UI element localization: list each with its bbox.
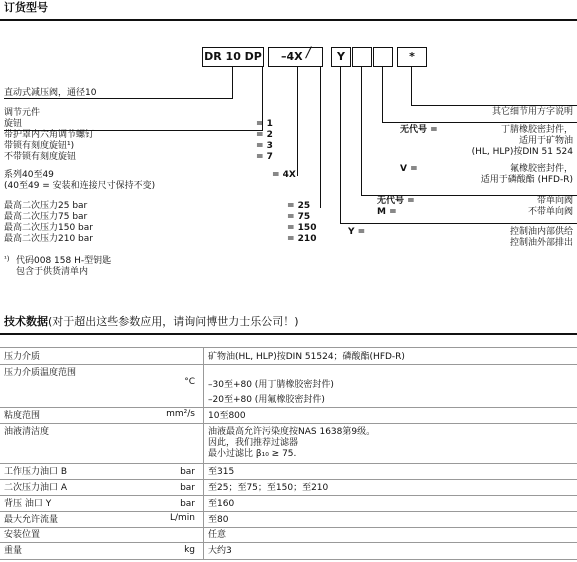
conn-check [361,67,362,195]
code-box-y: Y [331,47,351,67]
tech-row-value: 最小过滤比 β₁₀ ≥ 75. [208,449,297,459]
row-divider [0,463,577,464]
code-box-other: * [397,47,427,67]
adjust-item-code: = 2 [256,130,273,140]
tech-row-unit: bar [180,483,195,493]
tech-row-value: 矿物油(HL, HLP)按DIN 51524；磷酸酯(HFD-R) [208,352,405,362]
code-box-type: DR 10 DP [202,47,264,67]
series-line1: 系列40至49 [4,170,54,180]
code-box-series: –4X [268,47,323,67]
tech-column-separator [203,347,204,560]
order-heading-rule [0,19,577,21]
tech-row-value: 大约3 [208,546,232,556]
tech-row-value: 10至800 [208,411,246,421]
seal-v-line1: 氟橡胶密封件， [509,164,573,174]
seal-none-line1: 丁腈橡胶密封件， [500,125,573,135]
adjust-item-label: 旋钮 [4,119,23,129]
tech-row-unit: bar [180,467,195,477]
footnote-line1: 代码008 158 H-型钥匙 [16,256,112,266]
conn-series [297,67,298,176]
tech-row-label: 压力介质温度范围 [4,368,77,378]
series-line2: (40至49 = 安装和连接尺寸保持不变) [4,181,156,191]
tech-row-unit: °C [184,377,195,387]
code-box-seal [373,47,393,67]
tech-row-label: 重量 [4,546,23,556]
row-divider [0,559,577,560]
conn-y-h [340,223,577,224]
adjust-item-code: = 7 [256,152,273,162]
tech-heading-wrap [4,316,299,327]
pressure-code: = 75 [287,212,311,222]
pressure-label: 最高二次压力210 bar [4,234,93,244]
order-heading: 订货型号 [4,1,48,14]
conn-type [232,67,233,98]
tech-row-value: 因此，我们推荐过滤器 [208,438,299,448]
code-slash: / [306,45,311,61]
drain-line1: 控制油内部供给 [509,227,573,237]
row-divider [0,347,577,348]
drain-line2: 控制油外部排出 [509,238,573,248]
tech-row-label: 最大允许流量 [4,515,59,525]
tech-row-label: 安装位置 [4,530,41,540]
code-box-check [352,47,372,67]
row-divider [0,511,577,512]
conn-other [411,67,412,105]
row-divider [0,495,577,496]
conn-pressure [320,67,321,208]
tech-heading-rule [0,333,577,335]
check-none-code: 无代号 = [377,196,415,206]
tech-row-unit: L/min [169,513,195,523]
seal-none-code: 无代号 = [400,125,438,135]
pressure-code: = 210 [287,234,317,244]
series-code: = 4X [272,170,296,180]
tech-row-unit: bar [180,499,195,509]
tech-row-label: 工作压力油口 B [4,467,68,477]
adjust-item-label: 带护罩内六角调节螺钉 [4,130,95,140]
tech-row-label: 粘度范围 [4,411,41,421]
check-m-code: M = [377,207,397,217]
tech-row-label: 压力介质 [4,352,41,362]
tech-heading-note: (对于超出这些参数应用，请询问博世力士乐公司！) [48,315,299,328]
pressure-label: 最高二次压力75 bar [4,212,88,222]
tech-row-value: –30至+80 (用丁腈橡胶密封件) [208,380,334,390]
tech-row-value: 任意 [208,530,227,540]
seal-none-line2: 适用于矿物油 [518,136,573,146]
adjust-title: 调节元件 [4,108,41,118]
row-divider [0,527,577,528]
adjust-item-label: 不带锁有刻度旋钮 [4,152,77,162]
adjust-item-code: = 1 [256,119,273,129]
tech-row-label: 背压 油口 Y [4,499,52,509]
valve-description: 直动式减压阀，通径10 [4,88,97,98]
pressure-code: = 25 [287,201,311,211]
conn-other-h [411,105,577,106]
tech-row-label: 油液清洁度 [4,427,50,437]
conn-seal-h [382,122,577,123]
tech-row-value: 至25；至75；至150；至210 [208,483,329,493]
tech-row-value: 至315 [208,467,235,477]
other-details: 其它细节用方字说明 [491,107,573,117]
tech-row-label: 二次压力油口 A [4,483,68,493]
row-divider [0,479,577,480]
row-divider [0,407,577,408]
conn-y [340,67,341,223]
row-divider [0,364,577,365]
footnote-mark: ¹) [4,255,10,263]
pressure-label: 最高二次压力150 bar [4,223,93,233]
tech-row-value: 至160 [208,499,235,509]
seal-v-line2: 适用于磷酸酯 (HFD-R) [480,175,573,185]
tech-row-value: –20至+80 (用氟橡胶密封件) [208,395,325,405]
conn-seal [382,67,383,122]
row-divider [0,542,577,543]
adjust-item-code: = 3 [256,141,273,151]
row-divider [0,423,577,424]
pressure-label: 最高二次压力25 bar [4,201,88,211]
y-code: Y = [348,227,366,237]
seal-none-line3: (HL, HLP)按DIN 51 524 [471,147,573,157]
adjust-item-label: 带锁有刻度旋钮¹) [4,141,75,151]
seal-v-code: V = [400,164,418,174]
tech-row-value: 油液最高允许污染度按NAS 1638第9级。 [208,427,376,437]
check-m-label: 不带单向阀 [527,207,573,217]
check-none-label: 带单向阀 [536,196,573,206]
footnote-line2: 包含于供货清单内 [16,267,89,277]
pressure-code: = 150 [287,223,317,233]
tech-row-unit: mm²/s [166,409,195,419]
tech-heading: 技术数据 [4,315,48,328]
tech-row-unit: kg [184,545,195,555]
tech-row-value: 至80 [208,515,229,525]
